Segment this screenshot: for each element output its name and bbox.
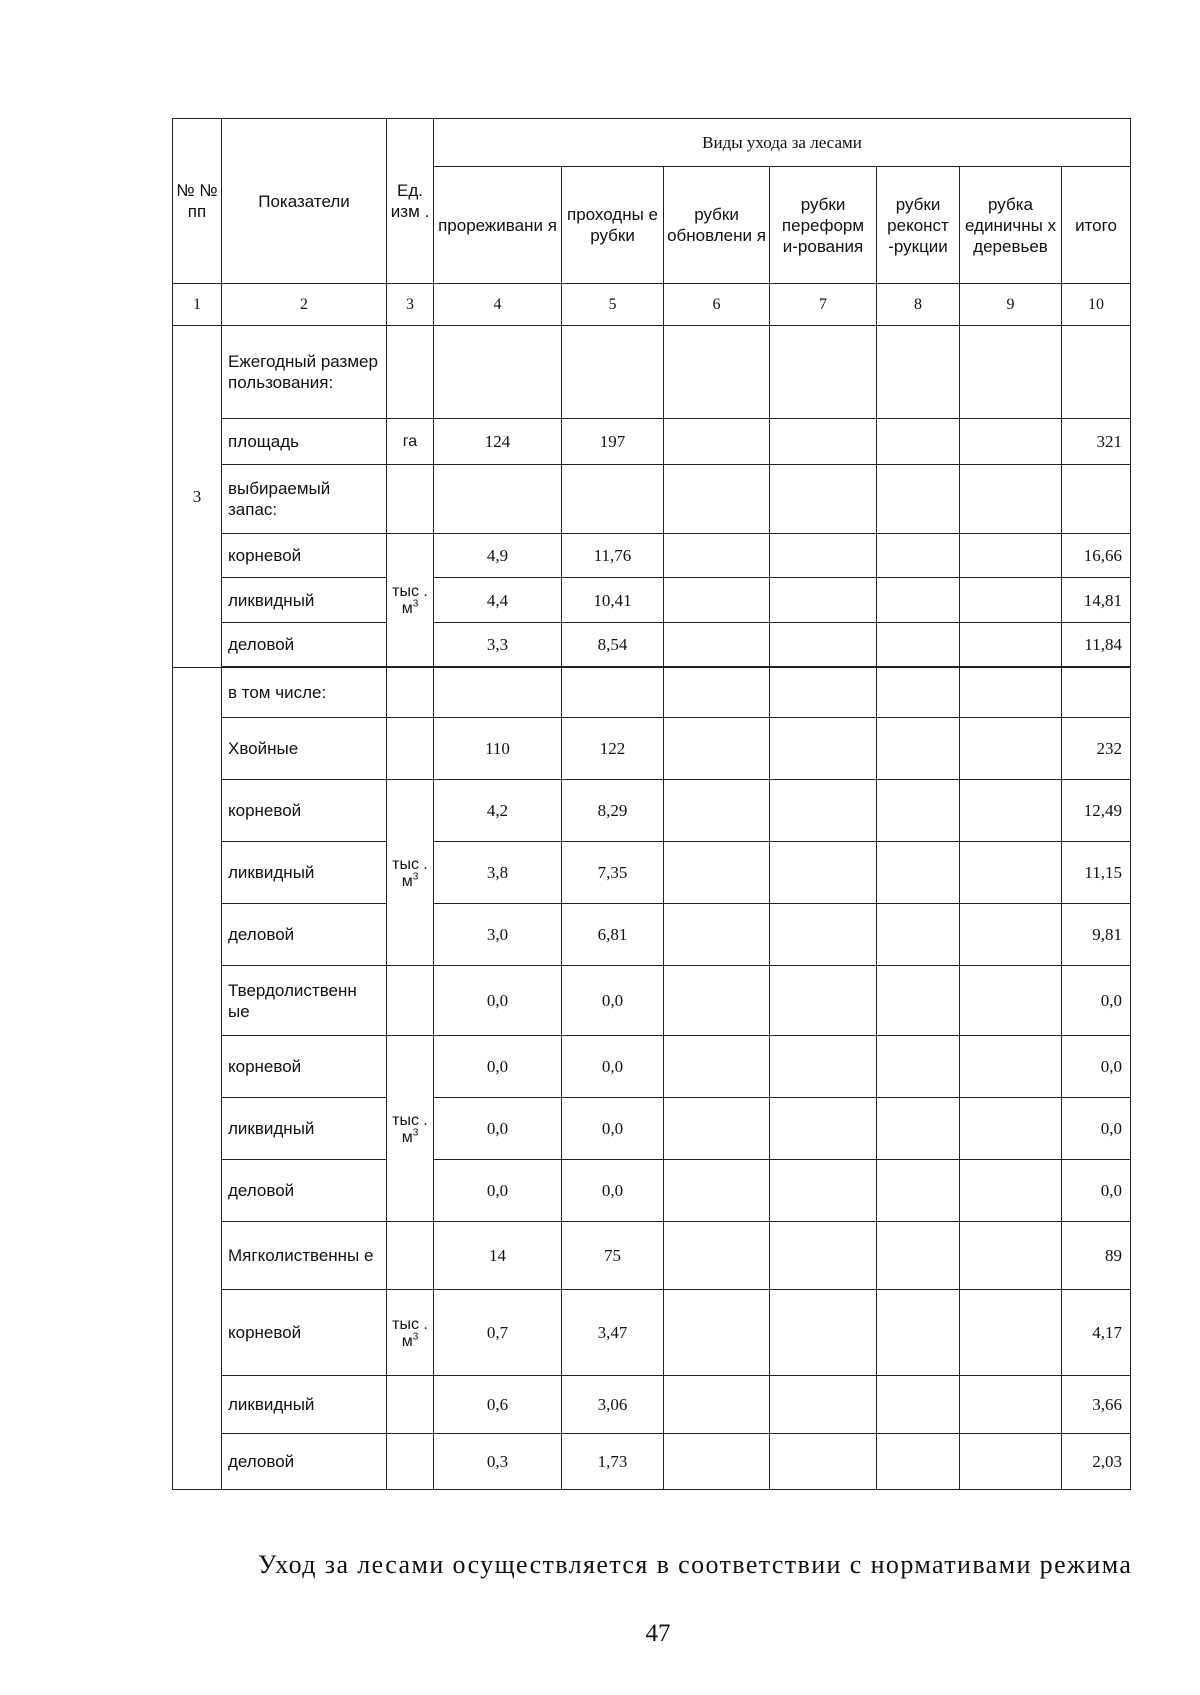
value-cell: 11,76 bbox=[562, 534, 664, 578]
header-type-thinning: прореживани я bbox=[434, 167, 562, 284]
index-cell: 6 bbox=[664, 284, 770, 326]
value-cell: 110 bbox=[434, 718, 562, 780]
row-label: деловой bbox=[222, 1434, 387, 1490]
unit-text: тыс . м bbox=[392, 583, 428, 617]
header-type-reformation: рубки переформ и-рования bbox=[770, 167, 877, 284]
unit-sup: 3 bbox=[412, 1127, 419, 1139]
row-label: выбираемый запас: bbox=[222, 465, 387, 534]
table-row bbox=[173, 1290, 1131, 1376]
index-cell: 9 bbox=[960, 284, 1062, 326]
value-cell: 7,35 bbox=[562, 842, 664, 904]
value-cell: 3,47 bbox=[562, 1290, 664, 1376]
row-label: ликвидный bbox=[222, 1376, 387, 1434]
value-cell: 6,81 bbox=[562, 904, 664, 966]
row-label: площадь bbox=[222, 419, 387, 465]
value-cell: 0,0 bbox=[562, 1098, 664, 1160]
unit-cell bbox=[387, 534, 434, 667]
value-cell: 14 bbox=[434, 1222, 562, 1290]
index-cell: 5 bbox=[562, 284, 664, 326]
value-cell: 0,0 bbox=[434, 966, 562, 1036]
table-row bbox=[173, 842, 1131, 904]
total-cell: 232 bbox=[1062, 718, 1131, 780]
total-cell: 89 bbox=[1062, 1222, 1131, 1290]
table-row bbox=[173, 1098, 1131, 1160]
table-row bbox=[173, 534, 1131, 578]
value-cell: 10,41 bbox=[562, 578, 664, 623]
value-cell: 0,0 bbox=[562, 966, 664, 1036]
forest-care-table bbox=[172, 118, 1131, 1490]
total-cell: 2,03 bbox=[1062, 1434, 1131, 1490]
value-cell: 1,73 bbox=[562, 1434, 664, 1490]
table-row bbox=[173, 1376, 1131, 1434]
value-cell: 124 bbox=[434, 419, 562, 465]
value-cell: 0,0 bbox=[434, 1160, 562, 1222]
value-cell: 0,0 bbox=[562, 1160, 664, 1222]
table-row bbox=[173, 1222, 1131, 1290]
value-cell: 0,0 bbox=[434, 1036, 562, 1098]
row-label: корневой bbox=[222, 1290, 387, 1376]
row-label: корневой bbox=[222, 780, 387, 842]
unit-cell bbox=[387, 1290, 434, 1376]
header-type-total: итого bbox=[1062, 167, 1131, 284]
header-name: Показатели bbox=[222, 119, 387, 284]
unit-sup: 3 bbox=[412, 871, 419, 883]
row-label: Мягколиственны е bbox=[222, 1222, 387, 1290]
value-cell: 3,3 bbox=[434, 623, 562, 667]
row-label: деловой bbox=[222, 623, 387, 667]
row-label: в том числе: bbox=[222, 668, 387, 718]
value-cell: 0,3 bbox=[434, 1434, 562, 1490]
row-label: ликвидный bbox=[222, 578, 387, 623]
body-text: Уход за лесами осуществляется в соответствии с нормативами режима bbox=[258, 1550, 1133, 1579]
total-cell: 11,84 bbox=[1062, 623, 1131, 667]
unit-text: тыс . м bbox=[392, 855, 428, 890]
value-cell: 75 bbox=[562, 1222, 664, 1290]
table-row bbox=[173, 1160, 1131, 1222]
value-cell: 0,7 bbox=[434, 1290, 562, 1376]
table-row bbox=[173, 966, 1131, 1036]
total-cell: 11,15 bbox=[1062, 842, 1131, 904]
row-label: ликвидный bbox=[222, 1098, 387, 1160]
row-label: Хвойные bbox=[222, 718, 387, 780]
row-label: деловой bbox=[222, 1160, 387, 1222]
value-cell: 8,29 bbox=[562, 780, 664, 842]
table-row bbox=[173, 326, 1131, 419]
total-cell: 321 bbox=[1062, 419, 1131, 465]
unit-sup: 3 bbox=[412, 598, 419, 610]
header-unit: Ед. изм . bbox=[387, 119, 434, 284]
value-cell: 4,9 bbox=[434, 534, 562, 578]
row-label: Твердолиственн ые bbox=[222, 966, 387, 1036]
total-cell: 0,0 bbox=[1062, 1036, 1131, 1098]
table-row bbox=[173, 623, 1131, 667]
total-cell: 12,49 bbox=[1062, 780, 1131, 842]
header-type-reconstruction: рубки реконст -рукции bbox=[877, 167, 960, 284]
value-cell: 3,0 bbox=[434, 904, 562, 966]
total-cell: 9,81 bbox=[1062, 904, 1131, 966]
row-label: ликвидный bbox=[222, 842, 387, 904]
index-cell: 4 bbox=[434, 284, 562, 326]
row-label: Ежегодный размер пользования: bbox=[222, 326, 387, 419]
page-number: 47 bbox=[645, 1620, 671, 1647]
header-type-renewal: рубки обновлени я bbox=[664, 167, 770, 284]
blank-num-cell bbox=[173, 668, 222, 1490]
total-cell: 16,66 bbox=[1062, 534, 1131, 578]
header-num: № № пп bbox=[173, 119, 222, 284]
unit-cell bbox=[387, 1036, 434, 1222]
value-cell: 4,2 bbox=[434, 780, 562, 842]
unit-cell bbox=[387, 780, 434, 966]
value-cell: 8,54 bbox=[562, 623, 664, 667]
unit-sup: 3 bbox=[412, 1331, 419, 1343]
header-row-1 bbox=[173, 119, 1131, 167]
index-cell: 2 bbox=[222, 284, 387, 326]
value-cell: 4,4 bbox=[434, 578, 562, 623]
total-cell: 0,0 bbox=[1062, 966, 1131, 1036]
header-group: Виды ухода за лесами bbox=[434, 119, 1131, 167]
unit-text: тыс . м bbox=[392, 1315, 428, 1350]
value-cell: 0,0 bbox=[434, 1098, 562, 1160]
table-row bbox=[173, 419, 1131, 465]
table-row bbox=[173, 904, 1131, 966]
value-cell: 0,0 bbox=[562, 1036, 664, 1098]
table-row bbox=[173, 578, 1131, 623]
row-label: корневой bbox=[222, 534, 387, 578]
index-cell: 1 bbox=[173, 284, 222, 326]
table-row bbox=[173, 1434, 1131, 1490]
value-cell: 3,06 bbox=[562, 1376, 664, 1434]
table-row bbox=[173, 668, 1131, 718]
table-row bbox=[173, 718, 1131, 780]
index-cell: 10 bbox=[1062, 284, 1131, 326]
total-cell: 14,81 bbox=[1062, 578, 1131, 623]
value-cell: 197 bbox=[562, 419, 664, 465]
index-row bbox=[173, 284, 1131, 326]
total-cell: 3,66 bbox=[1062, 1376, 1131, 1434]
value-cell: 0,6 bbox=[434, 1376, 562, 1434]
index-cell: 7 bbox=[770, 284, 877, 326]
header-type-single-tree: рубка единичны х деревьев bbox=[960, 167, 1062, 284]
value-cell: 122 bbox=[562, 718, 664, 780]
table-row bbox=[173, 465, 1131, 534]
index-cell: 3 bbox=[387, 284, 434, 326]
total-cell: 0,0 bbox=[1062, 1098, 1131, 1160]
table-row bbox=[173, 1036, 1131, 1098]
total-cell: 0,0 bbox=[1062, 1160, 1131, 1222]
row-label: деловой bbox=[222, 904, 387, 966]
table-row bbox=[173, 780, 1131, 842]
value-cell: 3,8 bbox=[434, 842, 562, 904]
unit-text: тыс . м bbox=[392, 1111, 428, 1146]
unit-cell: га bbox=[387, 419, 434, 465]
row-label: корневой bbox=[222, 1036, 387, 1098]
header-type-passage: проходны е рубки bbox=[562, 167, 664, 284]
section-number: 3 bbox=[173, 326, 222, 668]
index-cell: 8 bbox=[877, 284, 960, 326]
total-cell: 4,17 bbox=[1062, 1290, 1131, 1376]
